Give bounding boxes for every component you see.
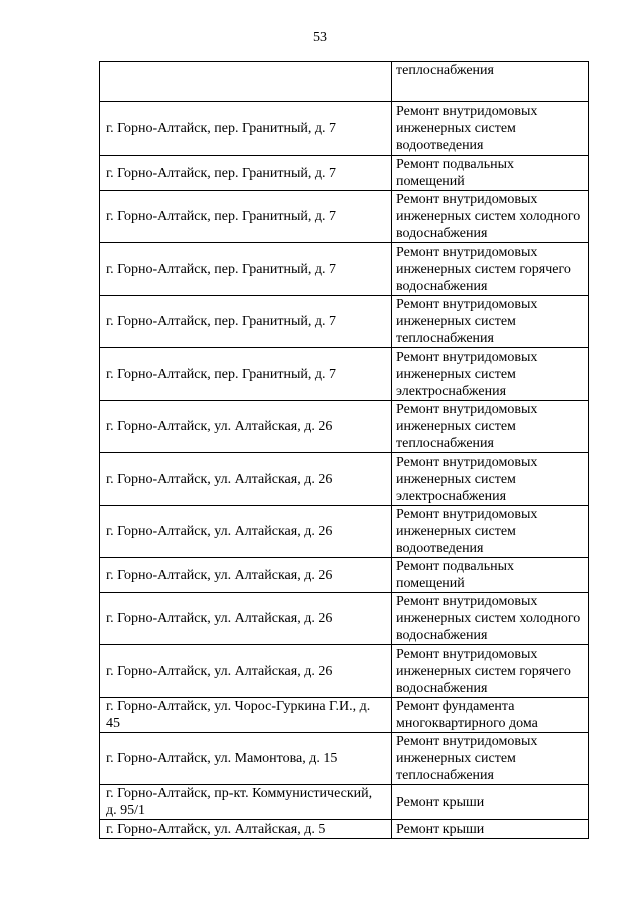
work-cell: Ремонт фундамента многоквартирного дома xyxy=(392,698,589,733)
table-row xyxy=(100,453,589,506)
address-cell: г. Горно-Алтайск, пер. Гранитный, д. 7 xyxy=(100,243,392,296)
work-cell: Ремонт подвальных помещений xyxy=(392,558,589,593)
table-row xyxy=(100,191,589,243)
work-cell: Ремонт внутридомовых инженерных систем холодного водоснабжения xyxy=(392,191,589,243)
table-row xyxy=(100,506,589,558)
address-cell: г. Горно-Алтайск, пер. Гранитный, д. 7 xyxy=(100,102,392,156)
work-cell: теплоснабжения xyxy=(392,62,589,102)
address-cell: г. Горно-Алтайск, пер. Гранитный, д. 7 xyxy=(100,191,392,243)
table-row xyxy=(100,593,589,645)
work-cell: Ремонт подвальных помещений xyxy=(392,156,589,191)
address-cell: г. Горно-Алтайск, ул. Алтайская, д. 26 xyxy=(100,593,392,645)
work-cell: Ремонт внутридомовых инженерных систем водоотведения xyxy=(392,102,589,156)
work-cell: Ремонт внутридомовых инженерных систем теплоснабжения xyxy=(392,733,589,785)
address-cell: г. Горно-Алтайск, пер. Гранитный, д. 7 xyxy=(100,296,392,348)
table-row xyxy=(100,62,589,102)
address-cell: г. Горно-Алтайск, ул. Алтайская, д. 26 xyxy=(100,506,392,558)
table-row xyxy=(100,401,589,453)
work-cell: Ремонт внутридомовых инженерных систем электроснабжения xyxy=(392,453,589,506)
works-table xyxy=(99,61,589,839)
work-cell: Ремонт внутридомовых инженерных систем горячего водоснабжения xyxy=(392,645,589,698)
work-cell: Ремонт внутридомовых инженерных систем горячего водоснабжения xyxy=(392,243,589,296)
address-cell xyxy=(100,62,392,102)
work-cell: Ремонт внутридомовых инженерных систем теплоснабжения xyxy=(392,296,589,348)
address-cell: г. Горно-Алтайск, пер. Гранитный, д. 7 xyxy=(100,348,392,401)
work-cell: Ремонт крыши xyxy=(392,820,589,839)
address-cell: г. Горно-Алтайск, ул. Мамонтова, д. 15 xyxy=(100,733,392,785)
table-row xyxy=(100,733,589,785)
work-cell: Ремонт внутридомовых инженерных систем холодного водоснабжения xyxy=(392,593,589,645)
table-row xyxy=(100,348,589,401)
table-row xyxy=(100,102,589,156)
address-cell: г. Горно-Алтайск, ул. Алтайская, д. 26 xyxy=(100,401,392,453)
table-row xyxy=(100,296,589,348)
address-cell: г. Горно-Алтайск, ул. Чорос-Гуркина Г.И., д. 45 xyxy=(100,698,392,733)
page-number: 53 xyxy=(313,30,327,45)
work-cell: Ремонт внутридомовых инженерных систем водоотведения xyxy=(392,506,589,558)
table-row xyxy=(100,156,589,191)
address-cell: г. Горно-Алтайск, пер. Гранитный, д. 7 xyxy=(100,156,392,191)
work-cell: Ремонт внутридомовых инженерных систем теплоснабжения xyxy=(392,401,589,453)
table-row xyxy=(100,785,589,820)
table-row xyxy=(100,645,589,698)
work-cell: Ремонт крыши xyxy=(392,785,589,820)
table-row xyxy=(100,820,589,839)
address-cell: г. Горно-Алтайск, ул. Алтайская, д. 26 xyxy=(100,453,392,506)
address-cell: г. Горно-Алтайск, ул. Алтайская, д. 26 xyxy=(100,558,392,593)
table-row xyxy=(100,558,589,593)
address-cell: г. Горно-Алтайск, ул. Алтайская, д. 26 xyxy=(100,645,392,698)
address-cell: г. Горно-Алтайск, ул. Алтайская, д. 5 xyxy=(100,820,392,839)
address-cell: г. Горно-Алтайск, пр-кт. Коммунистический, д. 95/1 xyxy=(100,785,392,820)
table-row xyxy=(100,243,589,296)
work-cell: Ремонт внутридомовых инженерных систем электроснабжения xyxy=(392,348,589,401)
table-row xyxy=(100,698,589,733)
